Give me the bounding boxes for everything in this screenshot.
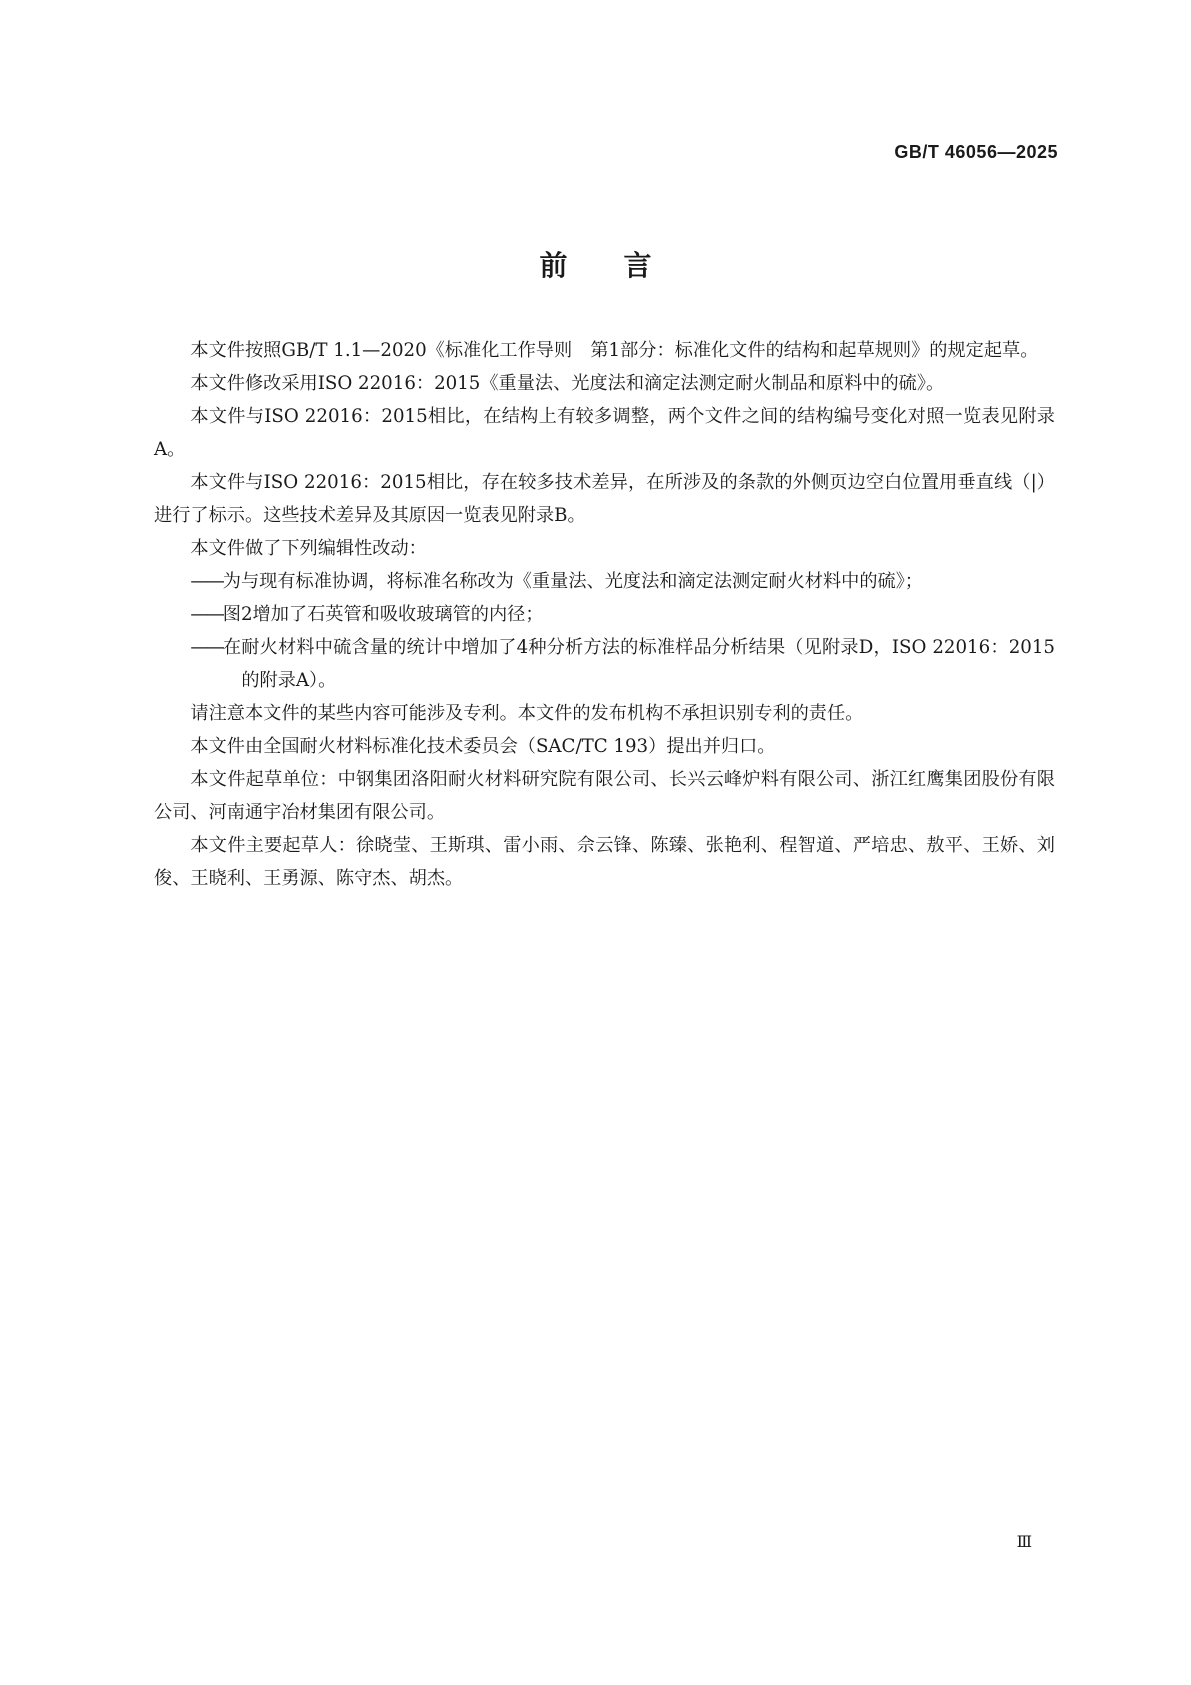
paragraph-editorial-changes-intro: 本文件做了下列编辑性改动： bbox=[190, 538, 427, 559]
list-item-text: 为与现有标准协调，将标准名称改为《重量法、光度法和滴定法测定耐火材料中的硫》； bbox=[222, 571, 923, 592]
list-item bbox=[154, 565, 1055, 598]
paragraph-drafting-rules: 本文件按照GB/T 1.1—2020《标准化工作导则 第1部分：标准化文件的结构和起草规则》的规定起草。 bbox=[190, 340, 1039, 361]
list-item-text: 在耐火材料中硫含量的统计中增加了4种分析方法的标准样品分析结果（见附录D，ISO 22016：2015的附录A）。 bbox=[222, 637, 1055, 691]
dash-mark: —— bbox=[190, 571, 223, 592]
standard-code: GB/T 46056—2025 bbox=[894, 142, 1058, 162]
list-item-text: 图2增加了石英管和吸收玻璃管的内径； bbox=[222, 604, 544, 625]
paragraph-committee: 本文件由全国耐火材料标准化技术委员会（SAC/TC 193）提出并归口。 bbox=[190, 736, 776, 757]
paragraph-technical-differences: 本文件与ISO 22016：2015相比，存在较多技术差异，在所涉及的条款的外侧页边空白位置用垂直线（|）进行了标示。这些技术差异及其原因一览表见附录B。 bbox=[154, 472, 1055, 526]
list-item bbox=[154, 631, 1055, 697]
dash-mark: —— bbox=[190, 604, 223, 625]
paragraph-structure-changes: 本文件与ISO 22016：2015相比，在结构上有较多调整，两个文件之间的结构编号变化对照一览表见附录A。 bbox=[154, 406, 1055, 460]
paragraph-drafting-units: 本文件起草单位：中钢集团洛阳耐火材料研究院有限公司、长兴云峰炉料有限公司、浙江红鹰集团股份有限公司、河南通宇冶材集团有限公司。 bbox=[154, 769, 1055, 823]
page-number: Ⅲ bbox=[1016, 1532, 1032, 1551]
list-item bbox=[154, 598, 1055, 631]
paragraph-drafters: 本文件主要起草人：徐晓莹、王斯琪、雷小雨、佘云锋、陈臻、张艳利、程智道、严培忠、敖平、王娇、刘俊、王晓利、王勇源、陈守杰、胡杰。 bbox=[154, 835, 1055, 889]
paragraph-adoption: 本文件修改采用ISO 22016：2015《重量法、光度法和滴定法测定耐火制品和原料中的硫》。 bbox=[190, 373, 945, 394]
dash-mark: —— bbox=[190, 637, 223, 658]
document-body bbox=[154, 334, 1055, 895]
paragraph-patent-notice: 请注意本文件的某些内容可能涉及专利。本文件的发布机构不承担识别专利的责任。 bbox=[190, 703, 864, 724]
page-title: 前言 bbox=[539, 249, 708, 282]
